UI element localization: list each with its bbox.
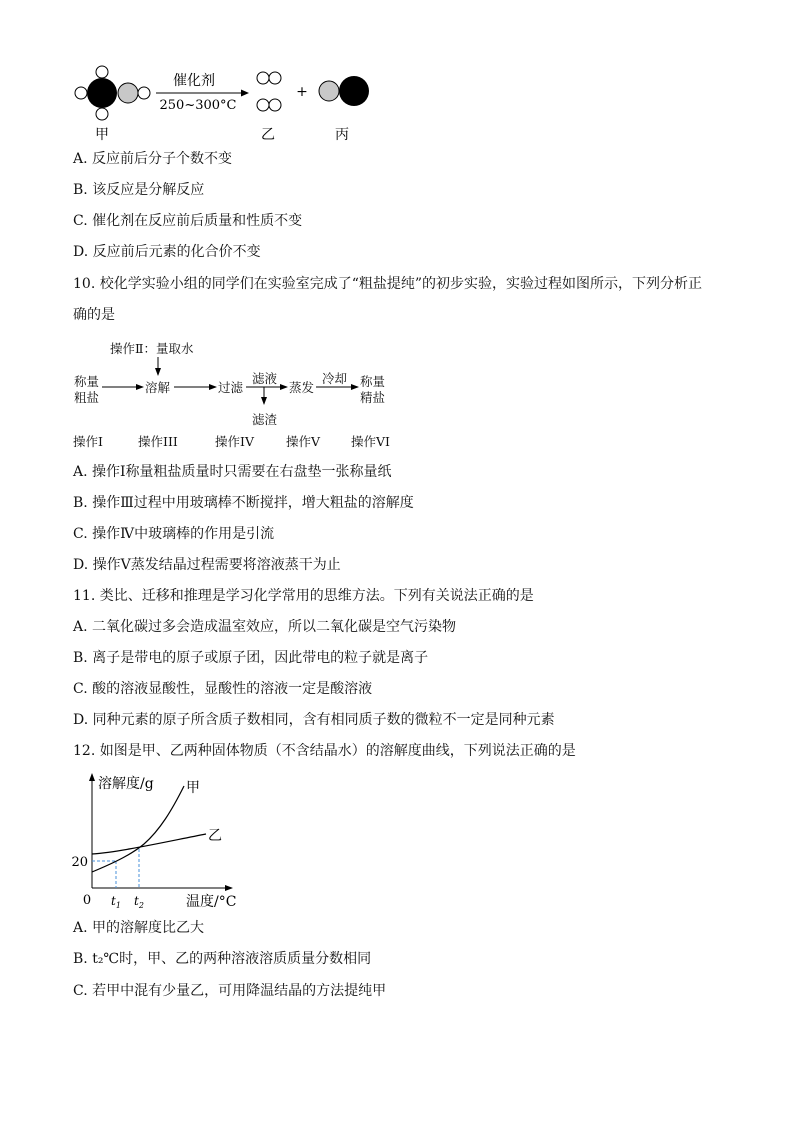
solubility-chart bbox=[60, 768, 260, 916]
q9-option-c: C. 催化剂在反应前后质量和性质不变 bbox=[73, 213, 303, 229]
op5-label: 操作V bbox=[286, 434, 321, 449]
catalyst-label: 催化剂 bbox=[173, 73, 215, 89]
q11-option-a: A. 二氧化碳过多会造成温室效应，所以二氧化碳是空气污染物 bbox=[73, 619, 457, 635]
series-jia-label: 甲 bbox=[186, 780, 200, 796]
op4-label: 操作IV bbox=[215, 434, 254, 449]
op1-label: 操作I bbox=[73, 434, 103, 449]
x-tick-t1: $t_1$ bbox=[111, 894, 121, 910]
q12-stem: 12. 如图是甲、乙两种固体物质（不含结晶水）的溶解度曲线，下列说法正确的是 bbox=[73, 743, 576, 759]
op2-label: 操作Ⅱ：量取水 bbox=[110, 341, 194, 356]
cool-label: 冷却 bbox=[322, 371, 348, 386]
weigh-crude-bottom: 粗盐 bbox=[74, 390, 100, 405]
q10-option-c: C. 操作Ⅳ中玻璃棒的作用是引流 bbox=[73, 526, 275, 542]
q12-option-c: C. 若甲中混有少量乙，可用降温结晶的方法提纯甲 bbox=[73, 983, 387, 999]
op3-label: 操作III bbox=[138, 434, 178, 449]
purification-flowchart bbox=[0, 0, 794, 460]
q12-option-b: B. t₂℃时，甲、乙的两种溶液溶质质量分数相同 bbox=[73, 951, 372, 967]
weigh-crude-top: 称量 bbox=[74, 374, 100, 389]
x-tick-t2: $t_2$ bbox=[134, 894, 144, 910]
step-dissolve: 溶解 bbox=[145, 380, 171, 395]
q10-option-b: B. 操作Ⅲ过程中用玻璃棒不断搅拌，增大粗盐的溶解度 bbox=[73, 495, 414, 511]
weigh-fine-top: 称量 bbox=[360, 374, 386, 389]
weigh-fine-bottom: 精盐 bbox=[360, 390, 386, 405]
q10-option-d: D. 操作Ⅴ蒸发结晶过程需要将溶液蒸干为止 bbox=[73, 557, 341, 573]
q9-option-a: A. 反应前后分子个数不变 bbox=[73, 151, 233, 167]
y-axis-label: 溶解度/g bbox=[98, 776, 154, 792]
q10-stem-line1: 10. 校化学实验小组的同学们在实验室完成了“粗盐提纯”的初步实验，实验过程如图所示，下列分析正 bbox=[73, 276, 703, 292]
q10-option-a: A. 操作Ⅰ称量粗盐质量时只需要在右盘垫一张称量纸 bbox=[73, 464, 392, 480]
series-jia-curve bbox=[92, 786, 184, 872]
label-jia: 甲 bbox=[95, 127, 109, 143]
label-bing: 丙 bbox=[335, 127, 349, 143]
plus-sign: + bbox=[296, 84, 308, 100]
op6-label: 操作VI bbox=[351, 434, 390, 449]
filtrate-label: 滤液 bbox=[252, 371, 278, 386]
q9-option-d: D. 反应前后元素的化合价不变 bbox=[73, 244, 261, 260]
q11-stem: 11. 类比、迁移和推理是学习化学常用的思维方法。下列有关说法正确的是 bbox=[73, 588, 534, 604]
q11-option-c: C. 酸的溶液显酸性，显酸性的溶液一定是酸溶液 bbox=[73, 681, 373, 697]
q11-option-b: B. 离子是带电的原子或原子团，因此带电的粒子就是离子 bbox=[73, 650, 429, 666]
step-filter: 过滤 bbox=[218, 380, 244, 395]
x-axis-label: 温度/°C bbox=[186, 894, 237, 910]
flow-arrows bbox=[0, 0, 794, 460]
series-yi-label: 乙 bbox=[208, 828, 222, 844]
residue-label: 滤渣 bbox=[252, 412, 278, 427]
step-evaporate: 蒸发 bbox=[289, 380, 315, 395]
label-yi: 乙 bbox=[261, 127, 275, 143]
q12-option-a: A. 甲的溶解度比乙大 bbox=[73, 920, 205, 936]
q10-stem-line2: 确的是 bbox=[73, 307, 115, 323]
q11-option-d: D. 同种元素的原子所含质子数相同，含有相同质子数的微粒不一定是同种元素 bbox=[73, 712, 555, 728]
origin-label: 0 bbox=[82, 893, 92, 908]
q9-option-b: B. 该反应是分解反应 bbox=[73, 182, 205, 198]
series-yi-curve bbox=[92, 834, 206, 854]
y-tick-20: 20 bbox=[71, 855, 88, 870]
condition-label: 250~300°C bbox=[159, 98, 237, 113]
